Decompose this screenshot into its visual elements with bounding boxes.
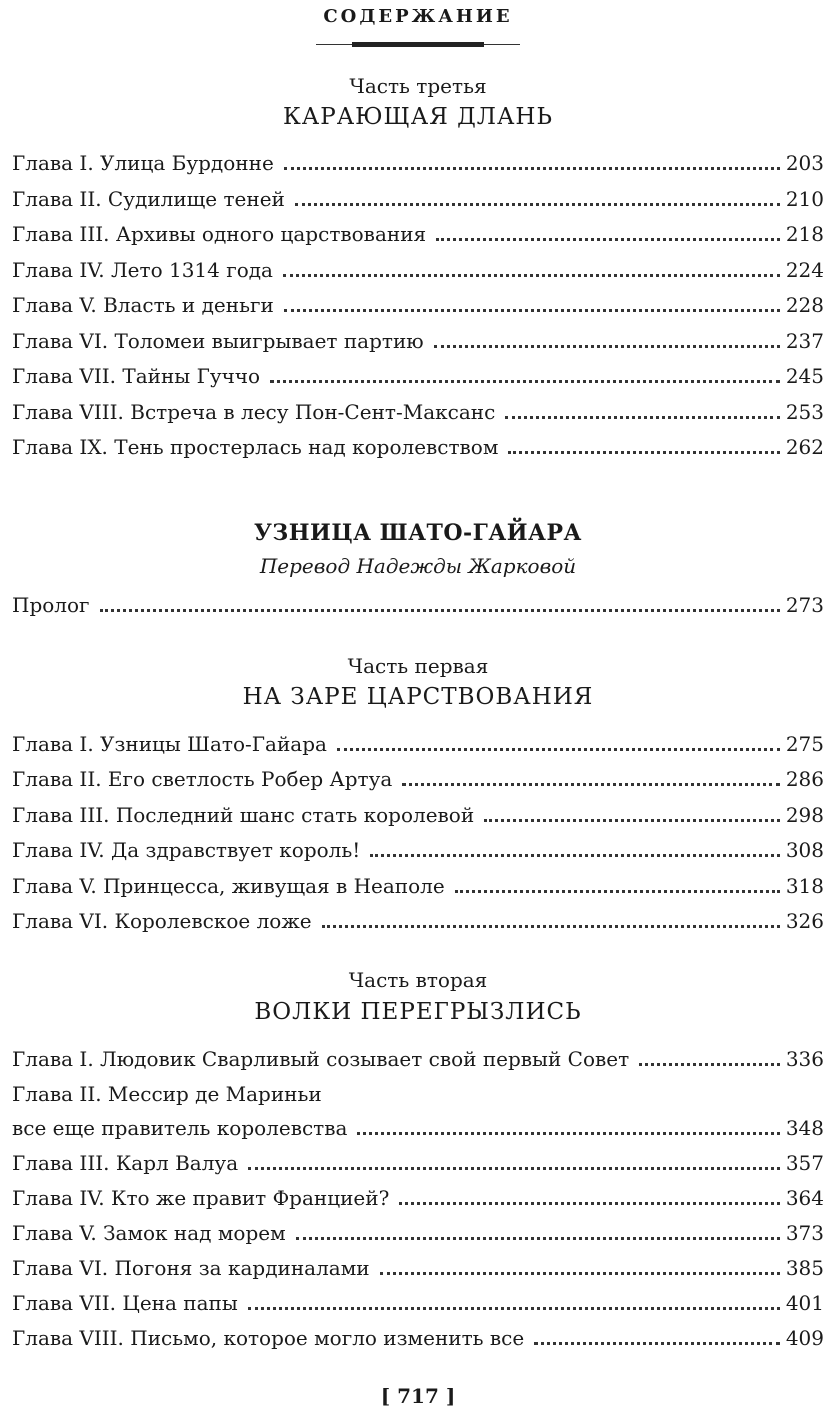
dot-leader	[370, 854, 780, 857]
dot-leader	[337, 748, 780, 751]
header-rule-accent	[352, 42, 484, 47]
toc-entry	[12, 1113, 824, 1143]
page-number: 275	[785, 732, 824, 756]
toc-entry	[12, 1183, 824, 1213]
chapter-title: Глава I. Улица Бурдонне	[12, 151, 274, 175]
page-number: 298	[785, 803, 824, 827]
chapter-title: Глава II. Судилище теней	[12, 187, 285, 211]
dot-leader	[322, 925, 780, 928]
page-number: 218	[785, 222, 824, 246]
chapter-title: Глава III. Последний шанс стать королевой	[12, 803, 475, 827]
chapter-title: Пролог	[12, 593, 90, 617]
dot-leader	[399, 1202, 779, 1205]
chapter-title: Глава IV. Лето 1314 года	[12, 258, 273, 282]
page-number: 262	[785, 435, 824, 459]
page-number: 210	[785, 187, 824, 211]
dot-leader	[380, 1272, 780, 1275]
page-number: 357	[785, 1151, 824, 1175]
page-number: 364	[785, 1186, 824, 1210]
chapter-title: Глава II. Его светлость Робер Артуа	[12, 767, 393, 791]
chapter-title: Глава V. Власть и деньги	[12, 293, 274, 317]
page-number: 326	[785, 909, 824, 933]
dot-leader	[508, 451, 779, 454]
toc-entry	[12, 1288, 824, 1318]
page-number: 308	[785, 838, 824, 862]
page-number: 228	[785, 293, 824, 317]
dot-leader	[248, 1167, 780, 1170]
part-title: КАРАЮЩАЯ ДЛАНЬ	[283, 104, 553, 130]
toc-entry	[12, 255, 824, 285]
chapter-title-line1: Глава II. Мессир де Мариньи	[12, 1082, 322, 1106]
part-title: НА ЗАРЕ ЦАРСТВОВАНИЯ	[242, 684, 594, 710]
dot-leader	[248, 1307, 780, 1310]
dot-leader	[455, 890, 780, 893]
page-footer-number: [ 717 ]	[380, 1384, 456, 1408]
toc-entry	[12, 729, 824, 759]
dot-leader	[296, 1237, 780, 1240]
page-number: 348	[785, 1116, 824, 1140]
part-title: ВОЛКИ ПЕРЕГРЫЗЛИСЬ	[254, 999, 582, 1025]
dot-leader	[484, 819, 780, 822]
dot-leader	[284, 309, 780, 312]
toc-entry	[12, 432, 824, 462]
dot-leader	[436, 238, 780, 241]
page-number: 373	[785, 1221, 824, 1245]
toc-entry	[12, 800, 824, 830]
page-number: 245	[785, 364, 824, 388]
toc-entry	[12, 1148, 824, 1178]
chapter-title: Глава IX. Тень простерлась над королевством	[12, 435, 499, 459]
chapter-title: Глава III. Архивы одного царствования	[12, 222, 427, 246]
dot-leader	[434, 345, 780, 348]
dot-leader	[100, 609, 780, 612]
page-number: 237	[785, 329, 824, 353]
chapter-title: Глава VII. Цена папы	[12, 1291, 238, 1315]
chapter-title: Глава IV. Кто же правит Францией?	[12, 1186, 390, 1210]
toc-entry-prologue	[12, 590, 824, 620]
page-number: 286	[785, 767, 824, 791]
chapter-title: Глава V. Замок над морем	[12, 1221, 286, 1245]
toc-entry	[12, 361, 824, 391]
page-number: 401	[785, 1291, 824, 1315]
page-number: 273	[785, 593, 824, 617]
toc-entry	[12, 1253, 824, 1283]
toc-entry	[12, 326, 824, 356]
dot-leader	[295, 203, 780, 206]
page-number: 253	[785, 400, 824, 424]
toc-entry	[12, 764, 824, 794]
toc-entry	[12, 1044, 824, 1074]
book-title: УЗНИЦА ШАТО-ГАЙАРА	[254, 520, 582, 546]
dot-leader	[284, 167, 780, 170]
chapter-title: Глава III. Карл Валуа	[12, 1151, 239, 1175]
page-number: 318	[785, 874, 824, 898]
toc-entry	[12, 290, 824, 320]
dot-leader	[402, 783, 780, 786]
toc-entry	[12, 219, 824, 249]
page-number: 336	[785, 1047, 824, 1071]
part-subtitle: Часть третья	[349, 74, 487, 98]
toc-entry	[12, 871, 824, 901]
chapter-title: Глава V. Принцесса, живущая в Неаполе	[12, 874, 445, 898]
toc-entry	[12, 184, 824, 214]
part-subtitle: Часть первая	[347, 654, 489, 678]
page-number: 385	[785, 1256, 824, 1280]
toc-entry	[12, 1218, 824, 1248]
dot-leader	[505, 416, 780, 419]
toc-entry	[12, 906, 824, 936]
chapter-title: Глава VI. Королевское ложе	[12, 909, 312, 933]
translator-credit: Перевод Надежды Жарковой	[259, 554, 577, 578]
chapter-title: Глава I. Людовик Сварливый созывает свой первый Совет	[12, 1047, 630, 1071]
toc-entry	[12, 835, 824, 865]
toc-entry	[12, 397, 824, 427]
toc-entry	[12, 1323, 824, 1353]
chapter-title: Глава VIII. Встреча в лесу Пон-Сент-Максанс	[12, 400, 496, 424]
dot-leader	[357, 1132, 779, 1135]
chapter-title: Глава VII. Тайны Гуччо	[12, 364, 261, 388]
dot-leader	[270, 380, 780, 383]
page-header: СОДЕРЖАНИЕ	[323, 6, 513, 27]
part-subtitle: Часть вторая	[348, 968, 488, 992]
dot-leader	[639, 1063, 780, 1066]
page-number: 409	[785, 1326, 824, 1350]
dot-leader	[534, 1342, 780, 1345]
chapter-title: Глава IV. Да здравствует король!	[12, 838, 361, 862]
chapter-title: Глава I. Узницы Шато-Гайара	[12, 732, 327, 756]
chapter-title: Глава VI. Толомеи выигрывает партию	[12, 329, 424, 353]
chapter-title-line2: все еще правитель королевства	[12, 1116, 348, 1140]
page-number: 203	[785, 151, 824, 175]
page-number: 224	[785, 258, 824, 282]
dot-leader	[283, 274, 780, 277]
toc-entry	[12, 148, 824, 178]
chapter-title: Глава VI. Погоня за кардиналами	[12, 1256, 370, 1280]
chapter-title: Глава VIII. Письмо, которое могло изменить все	[12, 1326, 525, 1350]
